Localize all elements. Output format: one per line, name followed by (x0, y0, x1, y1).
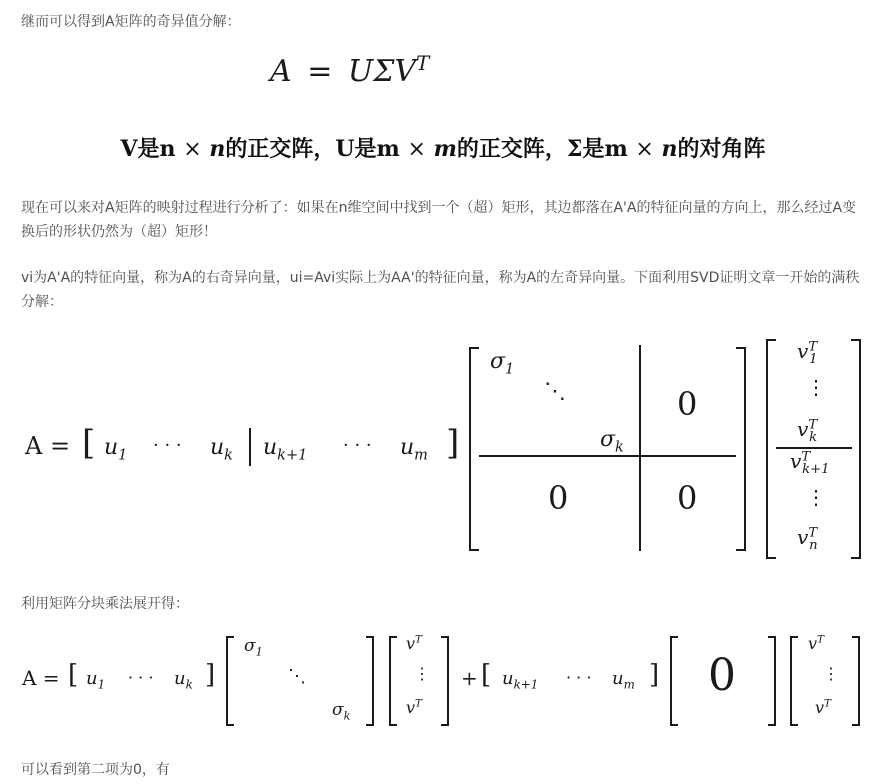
u1: $u_1$ (104, 435, 128, 464)
eq3-vdots: ⋮ (414, 664, 430, 683)
vk1T: $v^T_{k+1}$ (790, 449, 830, 477)
intro-line: 继而可以得到A矩阵的奇异值分解： (21, 14, 241, 30)
block-svd-equation (0, 335, 886, 560)
eq3-vkT: $v^T$ (406, 697, 423, 717)
uk: $u_k$ (210, 435, 233, 464)
eq3-u-left: [ (68, 660, 79, 690)
eq3-v-right (441, 636, 449, 726)
sigma-right-bracket (736, 347, 746, 551)
eq3-sigma-left (226, 636, 234, 726)
heading-orth-2: 的正交阵， (456, 136, 567, 162)
heading-n-2: n (661, 136, 678, 162)
zero-top-right: 0 (677, 385, 698, 423)
heading-v: V是n (120, 136, 176, 162)
u-right-bracket: ] (446, 423, 460, 463)
eq3-lhs: A = (22, 666, 60, 690)
heading-m: m (433, 136, 457, 162)
vkT: $v^T_k$ (797, 417, 818, 445)
eq3-ddots: ⋱ (288, 666, 306, 687)
eq3-uk: $u_k$ (174, 668, 193, 692)
eq3-vdots-2: ⋮ (823, 664, 839, 683)
eq3-v-left (389, 636, 397, 726)
eq3-vk1T: $v^T$ (808, 633, 825, 653)
u-dots-1: · · · (153, 435, 182, 456)
eq3-sigmak: $\sigma_k$ (332, 700, 351, 723)
eq2-lhs: A = (25, 432, 71, 460)
sigma-ddots: ⋱ (544, 379, 566, 404)
eq3-plus: + (461, 666, 478, 690)
eq3-v2-left (790, 636, 798, 726)
eq3-u-right: ] (205, 660, 216, 690)
paragraph-3: 利用矩阵分块乘法展开得： (21, 596, 189, 612)
u-partition-line (249, 428, 251, 466)
paragraph-4: 可以看到第二项为0，有 (21, 762, 170, 778)
paragraph-1: 现在可以来对A矩阵的映射过程进行分析了：如果在n维空间中找到一个（超）矩形，其边都落在A'A的特征向量的方向上，那么经过A变换后的形状仍然为（超）矩形！ (21, 200, 857, 240)
u-left-bracket: [ (82, 423, 96, 463)
eq3-v1T: $v^T$ (406, 633, 423, 653)
eq1-lhs: A (270, 54, 292, 89)
um: $u_m$ (400, 435, 428, 464)
sigma-vertical-partition (639, 345, 641, 551)
eq3-sigma-right (366, 636, 374, 726)
eq3-zero-right (768, 636, 776, 726)
v-vdots-2: ⋮ (806, 485, 826, 509)
eq3-vnT: $v^T$ (815, 697, 832, 717)
matrix-definition-heading (0, 132, 886, 163)
heading-diag: 的对角阵 (677, 136, 766, 162)
heading-times-2: × (407, 137, 426, 162)
heading-times-1: × (183, 137, 202, 162)
heading-u: U是m (335, 136, 400, 162)
eq3-u1: $u_1$ (86, 668, 106, 692)
eq1-rhs: UΣV (347, 54, 417, 89)
sigmak: $\sigma_k$ (600, 427, 624, 456)
svd-equation (270, 54, 429, 89)
eq3-zero: 0 (708, 650, 736, 701)
eq1-sup: T (416, 52, 430, 75)
paragraph-2: vi为A'A的特征向量，称为A的右奇异向量，ui=Avi实际上为AA'的特征向量，称为A的左奇异向量。下面利用SVD证明文章一开始的满秩分解： (21, 270, 860, 310)
heading-n: n (209, 136, 226, 162)
v-right-bracket (851, 339, 861, 559)
v-vdots-1: ⋮ (806, 375, 826, 399)
zero-bottom-right: 0 (677, 479, 698, 517)
sigma-left-bracket (469, 347, 479, 551)
eq3-dots-1: · · · (128, 668, 154, 687)
eq3-um: $u_m$ (612, 668, 635, 692)
uk1: $u_{k+1}$ (263, 435, 308, 464)
v1T: $v^T_1$ (797, 339, 818, 367)
vnT: $v^T_n$ (797, 525, 818, 553)
eq3-u2-right: ] (649, 660, 660, 690)
eq3-u2-left: [ (481, 660, 492, 690)
sigma1: $\sigma_1$ (490, 349, 515, 378)
expanded-equation (0, 630, 886, 730)
eq3-sigma1: $\sigma_1$ (244, 636, 263, 659)
v-left-bracket (766, 339, 776, 559)
sigma-horizontal-partition (479, 455, 736, 457)
eq3-uk1: $u_{k+1}$ (502, 668, 539, 692)
heading-orth-1: 的正交阵， (225, 136, 336, 162)
heading-sigma: Σ是m (566, 136, 628, 162)
eq3-zero-left (670, 636, 678, 726)
heading-times-3: × (635, 137, 654, 162)
eq3-dots-2: · · · (566, 668, 592, 687)
zero-bottom-left: 0 (548, 479, 569, 517)
eq3-v2-right (852, 636, 860, 726)
u-dots-2: · · · (343, 435, 372, 456)
eq1-equals: = (307, 54, 333, 89)
